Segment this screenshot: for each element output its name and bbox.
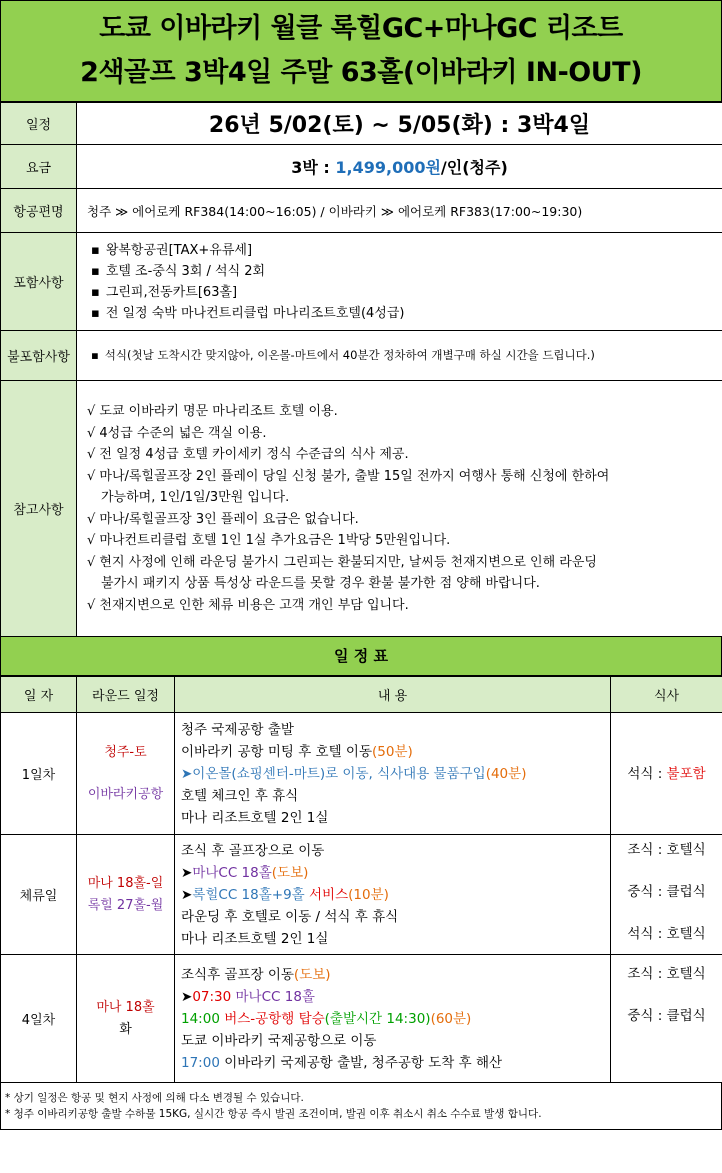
content-cell [175,955,611,1083]
header-content: 내 용 [175,677,611,713]
content-line: 조식후 골프장 이동(도보) [181,966,331,983]
row-notes [1,381,722,637]
notes-label: 참고사항 [1,381,77,637]
content-line: 14:00 버스-공항행 탑승(출발시간 14:30)(60분) [181,1010,472,1027]
excluded-list-cell [77,331,722,381]
row-schedule [1,103,722,145]
schedule-label: 일정 [1,103,77,145]
meal-cell [611,713,722,835]
footer-notes [0,1082,722,1130]
title-line-2: 2색골프 3박4일 주말 63홀(이바라키 IN-OUT) [80,57,642,88]
excluded-label: 불포함사항 [1,331,77,381]
header-round: 라운드 일정 [77,677,175,713]
included-list-cell [77,233,722,331]
footer-note: * 상기 일정은 항공 및 현지 사정에 의해 다소 변경될 수 있습니다. [5,1092,304,1104]
row-flight [1,189,722,233]
price-prefix: 3박 : [291,158,336,177]
content-line: 청주 국제공항 출발 [181,721,294,738]
content-line: ➤록힐CC 18홀+9홀 서비스(10분) [181,886,389,903]
list-item: ▪ 그린피,전동카트[63홀] [91,282,722,303]
note-item: √ 마나/록힐골프장 2인 플레이 당일 신청 불가, 출발 15일 전까지 여행사 통해 신청에 한하여 [87,468,610,484]
row-included [1,233,722,331]
content-line: 17:00 이바라키 국제공항 출발, 청주공항 도착 후 해산 [181,1054,503,1071]
table-row [1,955,722,1083]
note-item: √ 마나/록힐골프장 3인 플레이 요금은 없습니다. [87,511,359,527]
note-item: √ 현지 사정에 인해 라운딩 불가시 그린피는 환불되지만, 날씨등 천재지변으로 인해 라운딩 [87,554,597,570]
price-amount: 1,499,000원 [335,158,441,177]
meal-line: 중식 : 클럽식 [627,1008,706,1024]
included-label: 포함사항 [1,233,77,331]
meal-line: 조식 : 호텔식 [627,842,706,858]
content-line: 마나 리조트호텔 2인 1실 [181,809,329,826]
schedule-heading: 일 정 표 [0,636,722,676]
schedule-header-row [1,677,722,713]
round-line: 청주-토 [104,744,147,760]
meal-cell [611,835,722,955]
header-day: 일 자 [1,677,77,713]
meal-cell [611,955,722,1083]
table-row [1,835,722,955]
footer-note: * 청주 이바리키공항 출발 수하물 15KG, 실시간 항공 즉시 발권 조건이며, 발권 이후 취소시 취소 수수료 발생 합니다. [5,1108,542,1120]
excluded-list [77,345,722,366]
included-list [77,240,722,324]
round-cell [77,835,175,955]
note-item: 불가시 패키지 상품 특성상 라운드를 못할 경우 환불 불가한 점 양해 바랍니다. [101,576,540,591]
meal-line: 중식 : 클럽식 [627,884,706,900]
title-banner [0,0,722,102]
note-item: √ 천재지변으로 인한 체류 비용은 고객 개인 부담 입니다. [87,597,409,613]
price-label: 요금 [1,145,77,189]
price-value [77,145,722,189]
content-line: ➤이온몰(쇼핑센터-마트)로 이동, 식사대용 물품구입(40분) [181,765,527,782]
round-line: 마나 18홀-일 [87,875,164,891]
meal-line: 조식 : 호텔식 [627,966,706,982]
notes-list-cell [77,381,722,637]
schedule-table [0,676,722,1083]
content-line: 도쿄 이바라키 국제공항으로 이동 [181,1032,377,1049]
note-item: 가능하며, 1인/1일/3만원 입니다. [101,490,290,505]
content-line: 마나 리조트호텔 2인 1실 [181,930,329,947]
info-table [0,102,722,637]
content-cell [175,713,611,835]
schedule-value: 26년 5/02(토) ~ 5/05(화) : 3박4일 [77,103,722,145]
list-item: ▪ 왕복항공권[TAX+유류세] [91,240,722,261]
day-cell: 체류일 [1,835,77,955]
meal-line: 석식 : 불포함 [627,765,706,782]
price-suffix: /인(청주) [440,158,508,177]
round-line: 이바라키공항 [87,786,164,802]
note-item: √ 전 일정 4성급 호텔 카이세키 정식 수준급의 식사 제공. [87,447,409,462]
content-line: 조식 후 골프장으로 이동 [181,842,325,859]
day-cell: 1일차 [1,713,77,835]
list-item: ▪ 석식(첫날 도착시간 맞지않아, 이온몰-마트에서 40분간 정차하여 개별구매 하실 시간을 드립니다.) [91,345,722,366]
table-row [1,713,722,835]
round-cell [77,955,175,1083]
content-line: 호텔 체크인 후 휴식 [181,787,299,804]
note-item: √ 도쿄 이바라키 명문 마나리조트 호텔 이용. [87,404,338,419]
content-cell [175,835,611,955]
row-excluded [1,331,722,381]
row-price [1,145,722,189]
title-line-1: 도쿄 이바라키 월클 록힐GC+마나GC 리조트 [99,13,623,44]
meal-line: 석식 : 호텔식 [627,926,706,942]
flight-label: 항공편명 [1,189,77,233]
flight-value: 청주 ≫ 에어로케 RF384(14:00~16:05) / 이바라키 ≫ 에어로케 RF383(17:00~19:30) [77,189,722,233]
round-line: 화 [119,1021,132,1037]
round-line: 마나 18홀 [96,999,155,1015]
content-line: ➤마나CC 18홀(도보) [181,864,309,881]
list-item: ▪ 전 일정 숙박 마나컨트리클럽 마나리조트호텔(4성급) [91,303,722,324]
round-cell [77,713,175,835]
round-line: 록힐 27홀-월 [87,897,164,913]
content-line: 이바라키 공항 미팅 후 호텔 이동(50분) [181,743,413,760]
content-line: ➤07:30 마나CC 18홀 [181,988,315,1005]
day-cell: 4일차 [1,955,77,1083]
note-item: √ 4성급 수준의 넓은 객실 이용. [87,425,267,441]
content-line: 라운딩 후 호텔로 이동 / 석식 후 휴식 [181,908,399,925]
header-meal: 식사 [611,677,722,713]
note-item: √ 마나컨트리클럽 호텔 1인 1실 추가요금은 1박당 5만원입니다. [87,533,451,548]
list-item: ▪ 호텔 조-중식 3회 / 석식 2회 [91,261,722,282]
